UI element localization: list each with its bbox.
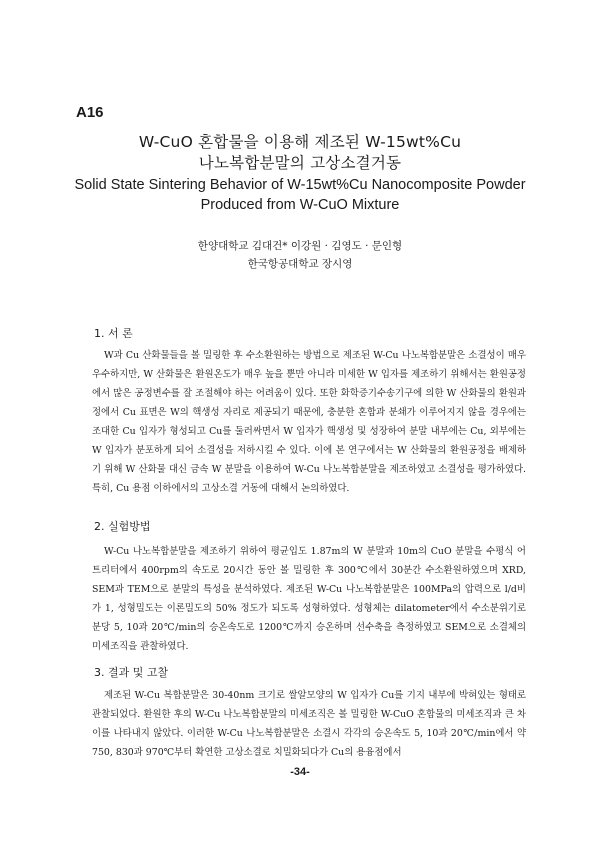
abstract-code: A16	[76, 104, 104, 121]
section-body-methods	[92, 542, 526, 656]
paragraph-text: 제조된 W-Cu 복합분말은 30-40nm 크기로 쌀알모양의 W 입자가 Cu를 기지 내부에 박혀있는 형태로 관찰되었다. 환원한 후의 W-Cu 나노복합분말의 미세조직은 볼 밀링한 W-CuO 혼합물의 미세조직과 큰 차이를 나타내지 않았다. 이러한 W-Cu 나노복합분말은 소결시 각각의 승온속도 5, 10과 20℃/min에서 약 750, 830과 970℃부터 확연한 고상소결로 치밀화되다가 Cu의 용융점에서	[92, 690, 526, 758]
section-body-results	[92, 686, 526, 762]
section-heading-introduction: 1. 서 론	[94, 327, 133, 340]
title-korean-line-1: W-CuO 혼합물을 이용해 제조된 W-15wt%Cu	[138, 133, 462, 151]
section-body-introduction	[92, 346, 526, 498]
title-english-line-1: Solid State Sintering Behavior of W-15wt%Cu Nanocomposite Powder	[74, 177, 526, 193]
authors-line-2: 한국항공대학교 장시영	[247, 258, 353, 270]
title-english-line-2: Produced from W-CuO Mixture	[200, 197, 400, 213]
paragraph-text: W-Cu 나노복합분말을 제조하기 위하여 평균입도 1.87m의 W 분말과 10m의 CuO 분말을 수평식 어트리터에서 400rpm의 속도로 20시간 동안 볼 밀링한 후 300℃에서 30분간 수소환원하였으며 XRD, SEM과 TEM으로 분말의 특성을 분석하였다. 제조된 W-Cu 나노복합분말은 100MPa의 압력으로 l/d비가 1, 성형밀도는 이론밀도의 50% 정도가 되도록 성형하였다. 성형체는 dilatometer에서 수소분위기로 분당 5, 10과 20℃/min의 승온속도로 1200℃까지 승온하며 선수축을 측정하였고 SEM으로 소결체의 미세조직을 관찰하였다.	[92, 546, 526, 652]
page-number: -34-	[290, 766, 310, 778]
title-korean-line-2: 나노복합분말의 고상소결거동	[198, 154, 402, 172]
paragraph-text: W과 Cu 산화물들을 볼 밀링한 후 수소환원하는 방법으로 제조된 W-Cu 나노복합분말은 소결성이 매우 우수하지만, W 산화물은 환원온도가 매우 높을 뿐만 아니라 미세한 W 입자를 제조하기 위해서는 환원공정에서 많은 공정변수를 잘 조절해야 하는 어려움이 있다. 또한 화학증기수송기구에 의한 W 산화물의 환원과정에서 Cu 표면은 W의 핵생성 자리로 제공되기 때문에, 충분한 혼합과 분쇄가 이루어지지 않을 경우에는 조대한 Cu 입자가 형성되고 Cu를 둘러싸면서 W 입자가 핵생성 및 성장하여 분말 내부에는 Cu, 외부에는 W 입자가 분포하게 되어 소결성을 저하시킬 수 있다. 이에 본 연구에서는 W 산화물의 환원공정을 배제하기 위해 W 산화물 대신 금속 W 분말을 이용하여 W-Cu 나노복합분말을 제조하였고 소결성을 평가하였다. 특히, Cu 용점 이하에서의 고상소결 거동에 대해서 논의하였다.	[92, 350, 526, 494]
authors-line-1: 한양대학교 김대건* 이강원 · 김영도 · 문인형	[197, 240, 403, 252]
section-heading-methods: 2. 실험방법	[94, 520, 151, 533]
section-heading-results: 3. 결과 및 고찰	[94, 666, 169, 679]
